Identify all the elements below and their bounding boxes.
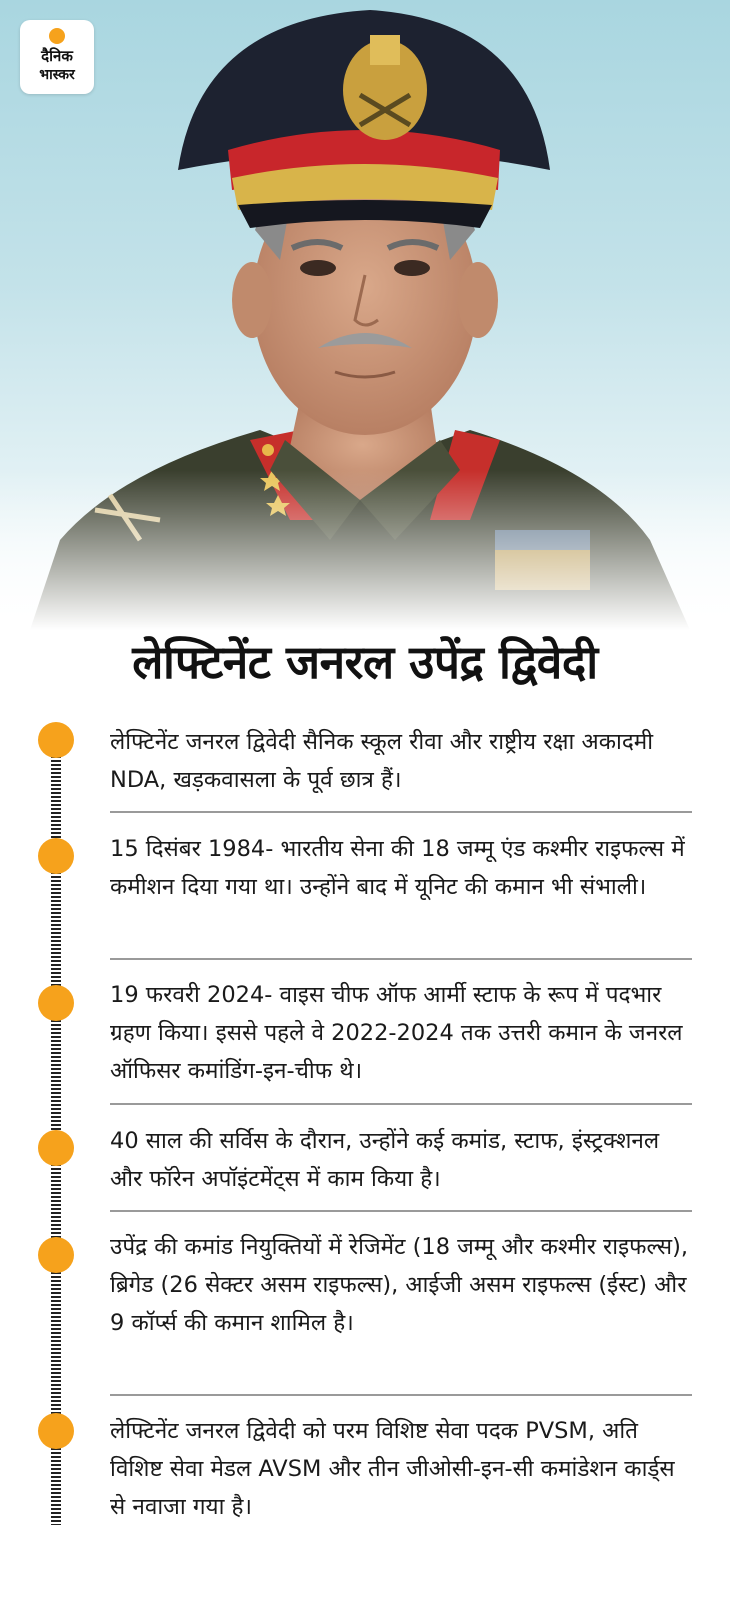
timeline-item: 40 साल की सर्विस के दौरान, उन्होंने कई कमांड, स्टाफ, इंस्ट्रक्शनल और फॉरेन अपॉइंटमेंट्स में काम किया है। bbox=[110, 1128, 660, 1192]
timeline-item: उपेंद्र की कमांड नियुक्तियों में रेजिमेंट (18 जम्मू और कश्मीर राइफल्स), ब्रिगेड (26 सेक्टर असम राइफल्स), आईजी असम राइफल्स (ईस्ट) और 9 कॉर्प्स की कमान शामिल है। bbox=[110, 1234, 689, 1336]
timeline-dot-icon bbox=[38, 838, 74, 874]
timeline-dot-icon bbox=[38, 1130, 74, 1166]
timeline-dot-icon bbox=[38, 722, 74, 758]
divider bbox=[110, 1394, 692, 1396]
divider bbox=[110, 811, 692, 813]
timeline-item: लेफ्टिनेंट जनरल द्विवेदी को परम विशिष्ट सेवा पदक PVSM, अति विशिष्ट सेवा मेडल AVSM और तीन जीओसी-इन-सी कमांडेशन कार्ड्स से नवाजा गया है। bbox=[110, 1418, 675, 1520]
timeline-dot-icon bbox=[38, 1237, 74, 1273]
officer-portrait-icon bbox=[0, 0, 730, 630]
divider bbox=[110, 1210, 692, 1212]
page-title: लेफ्टिनेंट जनरल उपेंद्र द्विवेदी bbox=[132, 635, 598, 689]
timeline-dot-icon bbox=[38, 985, 74, 1021]
timeline-item: 19 फरवरी 2024- वाइस चीफ ऑफ आर्मी स्टाफ के रूप में पदभार ग्रहण किया। इससे पहले वे 2022-2024 तक उत्तरी कमान के जनरल ऑफिसर कमांडिंग-इन-चीफ थे। bbox=[110, 982, 683, 1084]
timeline-item: 15 दिसंबर 1984- भारतीय सेना की 18 जम्मू एंड कश्मीर राइफल्स में कमीशन दिया गया था। उन्होंने बाद में यूनिट की कमान भी संभाली। bbox=[110, 836, 685, 900]
timeline-dot-icon bbox=[38, 1413, 74, 1449]
dainik-bhaskar-logo bbox=[20, 20, 94, 94]
portrait-photo bbox=[0, 0, 730, 630]
logo-text-line2: भास्कर bbox=[39, 67, 75, 83]
logo-text-line1: दैनिक bbox=[41, 47, 73, 65]
sun-icon bbox=[49, 28, 65, 44]
timeline-item: लेफ्टिनेंट जनरल द्विवेदी सैनिक स्कूल रीवा और राष्ट्रीय रक्षा अकादमी NDA, खड़कवासला के पूर्व छात्र हैं। bbox=[110, 729, 654, 793]
divider bbox=[110, 958, 692, 960]
divider bbox=[110, 1103, 692, 1105]
